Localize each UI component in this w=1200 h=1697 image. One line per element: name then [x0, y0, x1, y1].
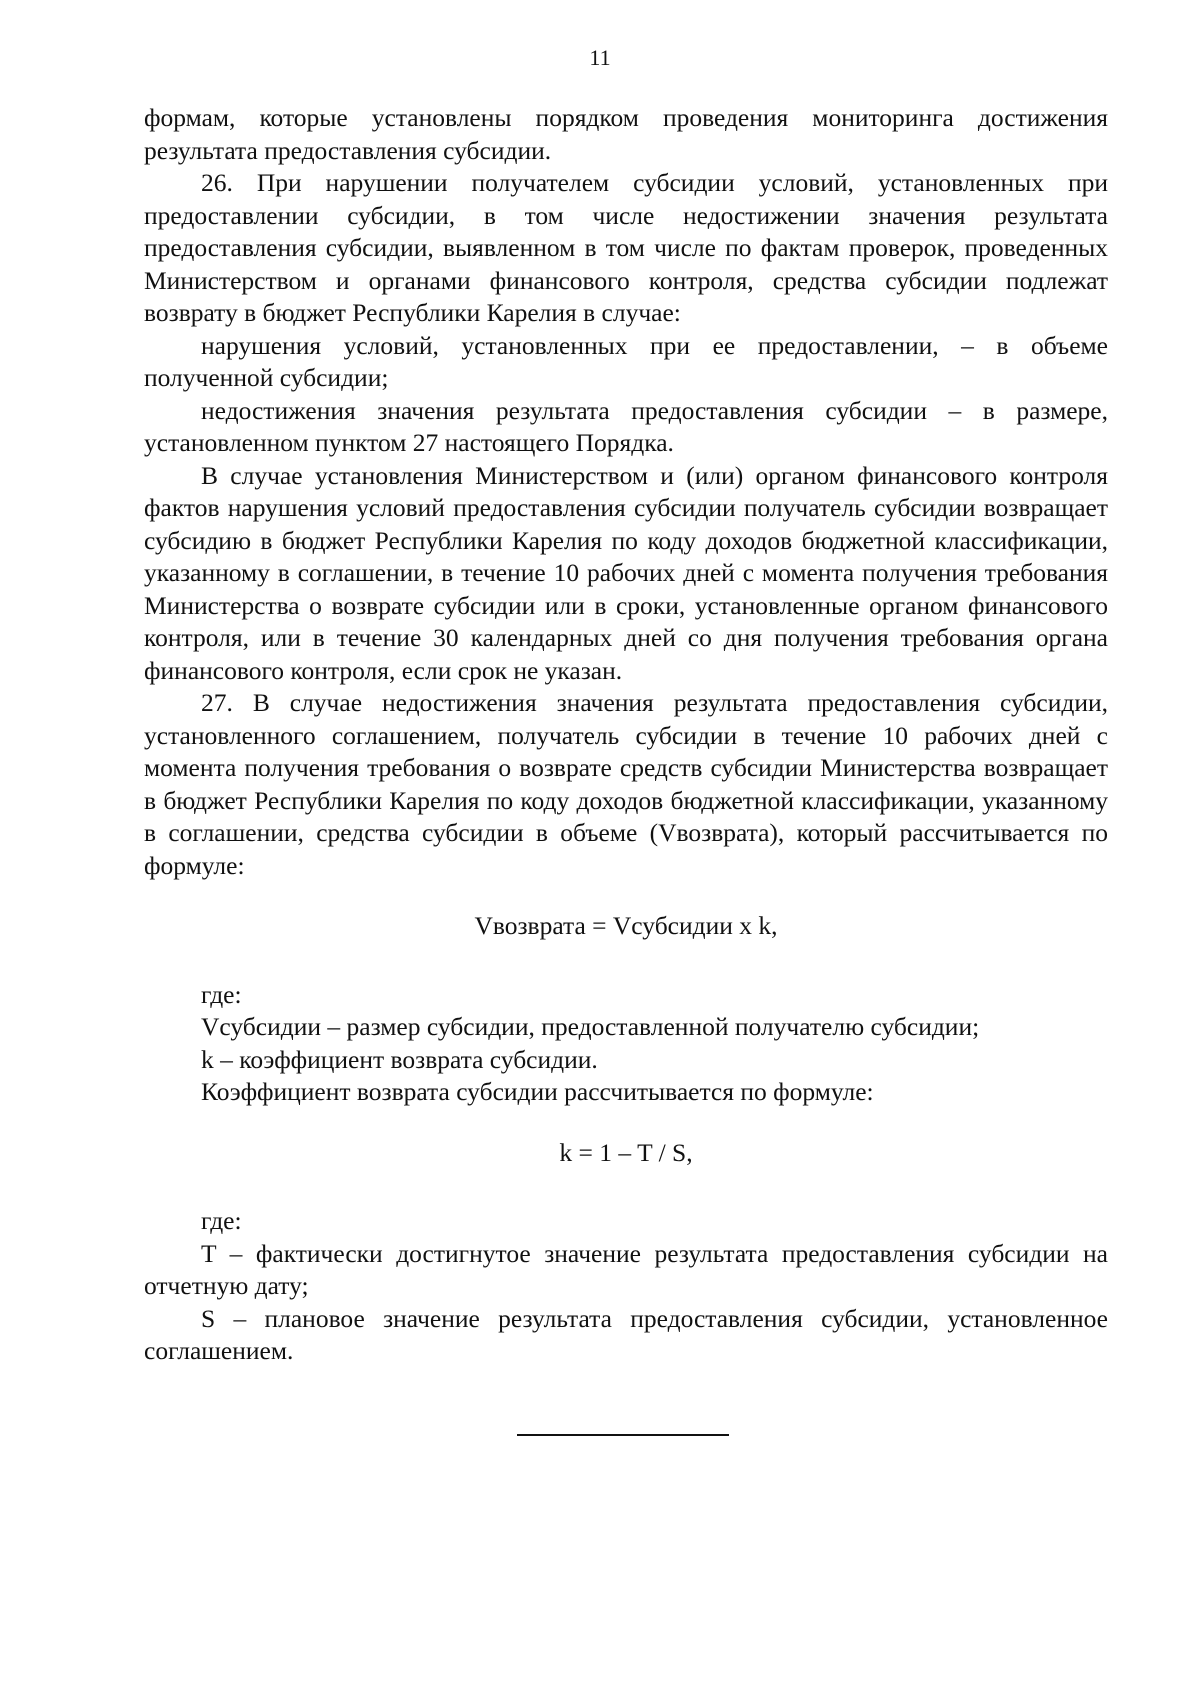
paragraph-26: 26. При нарушении получателем субсидии условий, установленных при предоставлении субсидии, в том числе недостижении значения результата предоставления субсидии, выявленном в том числе по фактам проверок, проведенных Министерством и органами финансового контроля, средства субсидии подлежат возврату в бюджет Республики Карелия в случае: — [144, 168, 1108, 327]
where-label-2: где: — [201, 1206, 242, 1235]
page-number: 11 — [589, 45, 611, 70]
definition-s: S – плановое значение результата предоставления субсидии, установленное соглашением. — [144, 1303, 1108, 1365]
definition-v-subsidy: Vсубсидии – размер субсидии, предоставленной получателю субсидии; — [201, 1012, 980, 1041]
paragraph-continuation: формам, которые установлены порядком проведения мониторинга достижения результата предоставления субсидии. — [144, 103, 1108, 165]
where-label-1: где: — [201, 979, 242, 1009]
document-body — [144, 102, 1108, 1368]
paragraph-control-violations: В случае установления Министерством и (или) органом финансового контроля фактов нарушения условий предоставления субсидии получатель субсидии возвращает субсидию в бюджет Республики Карелия по коду доходов бюджетной классификации, указанному в соглашении, в течение 10 рабочих дней с момента получения требования Министерства о возврате субсидии или в сроки, установленные органом финансового контроля, или в течение 30 календарных дней со дня получения требования органа финансового контроля, если срок не указан. — [144, 460, 1108, 685]
paragraph-27: 27. В случае недостижения значения результата предоставления субсидии, установленного соглашением, получатель субсидии в течение 10 рабочих дней с момента получения требования о возврате средств субсидии Министерства возвращает в бюджет Республики Карелия по коду доходов бюджетной классификации, указанному в соглашении, средства субсидии в объеме (Vвозврата), который рассчитывается по формуле: — [144, 688, 1108, 880]
coefficient-intro: Коэффициент возврата субсидии рассчитывается по формуле: — [201, 1077, 874, 1106]
paragraph-non-achievement: недостижения значения результата предоставления субсидии – в размере, установленном пунктом 27 настоящего Порядка. — [144, 395, 1108, 457]
paragraph-violation-conditions: нарушения условий, установленных при ее предоставлении, – в объеме полученной субсидии; — [144, 330, 1108, 392]
definition-t: T – фактически достигнутое значение результата предоставления субсидии на отчетную дату; — [144, 1238, 1108, 1300]
definition-k: k – коэффициент возврата субсидии. — [201, 1044, 598, 1074]
formula-return-volume: Vвозврата = Vсубсидии x k, — [474, 911, 778, 940]
end-separator-line — [517, 1434, 729, 1436]
formula-coefficient: k = 1 – T / S, — [559, 1137, 693, 1167]
